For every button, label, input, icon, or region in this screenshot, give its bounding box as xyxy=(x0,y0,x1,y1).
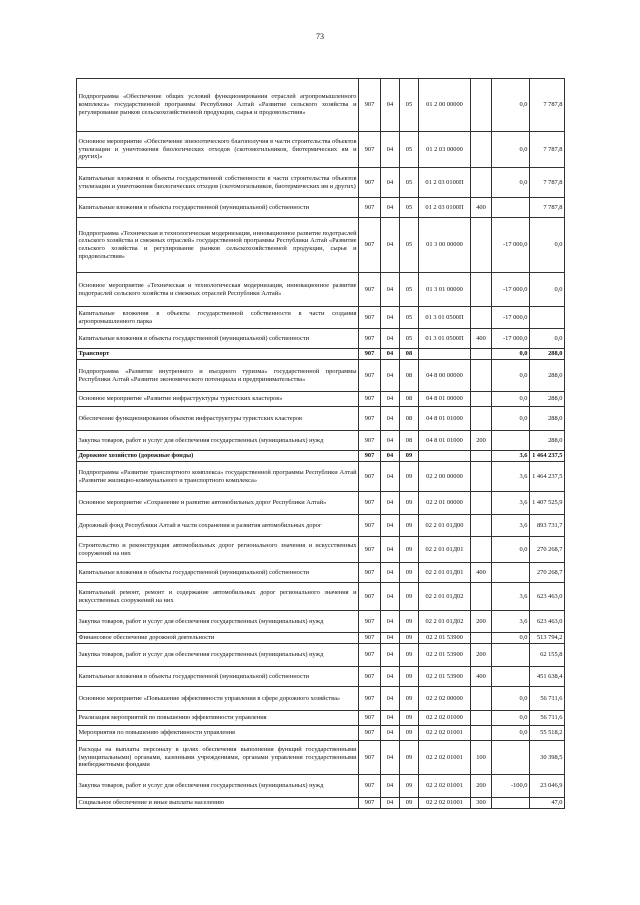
amount-change xyxy=(492,431,530,451)
subsection-code: 09 xyxy=(400,515,419,537)
grbs-code: 907 xyxy=(359,515,381,537)
section-code: 04 xyxy=(381,667,400,687)
expense-type-code: 400 xyxy=(471,329,492,349)
section-code: 04 xyxy=(381,741,400,775)
target-article-code: 01 3 01 00000 xyxy=(419,273,471,307)
row-name: Закупка товаров, работ и услуг для обеспечения государственных (муниципальных) нужд xyxy=(77,775,359,798)
expense-type-code: 400 xyxy=(471,667,492,687)
target-article-code xyxy=(419,349,471,360)
amount-change: 3,6 xyxy=(492,583,530,611)
amount-total: 893 731,7 xyxy=(530,515,565,537)
row-name: Капитальные вложения в объекты государственной собственности в части строительства объектов утилизации и уничтожения биологических отходов (скотомогильников, биотермических ям и других) xyxy=(77,168,359,198)
grbs-code: 907 xyxy=(359,711,381,726)
section-code: 04 xyxy=(381,198,400,218)
row-name: Подпрограмма «Техническая и технологическая модернизация, инновационное развитие подотраслей сельского хозяйства и смежных отраслей» государственной программы Республики Алтай «Развитие сельского хозяйства и регулирование рынков сельскохозяйственной продукции, сырья и продовольствия» xyxy=(77,218,359,273)
target-article-code: 02 2 01 53900 xyxy=(419,667,471,687)
grbs-code: 907 xyxy=(359,667,381,687)
section-code: 04 xyxy=(381,726,400,741)
grbs-code: 907 xyxy=(359,798,381,809)
table-row xyxy=(77,611,565,633)
expense-type-code xyxy=(471,168,492,198)
section-code: 04 xyxy=(381,168,400,198)
target-article-code: 04 8 01 01000 xyxy=(419,407,471,431)
page-number: 73 xyxy=(316,32,324,41)
expense-type-code xyxy=(471,687,492,711)
target-article-code: 02 2 01 01Д00 xyxy=(419,515,471,537)
expense-type-code xyxy=(471,492,492,515)
amount-total: 0,0 xyxy=(530,273,565,307)
subsection-code: 09 xyxy=(400,583,419,611)
target-article-code: 04 8 01 00000 xyxy=(419,392,471,407)
grbs-code: 907 xyxy=(359,431,381,451)
grbs-code: 907 xyxy=(359,349,381,360)
section-code: 04 xyxy=(381,633,400,644)
subsection-code: 09 xyxy=(400,451,419,462)
row-name: Подпрограмма «Обеспечение общих условий функционирования отраслей агропромышленного комплекса» государственной программы Республики Алтай «Развитие сельского хозяйства и регулирование рынков сельскохозяйственной продукции, сырья и продовольствия» xyxy=(77,79,359,132)
amount-total: 7 787,8 xyxy=(530,132,565,168)
grbs-code: 907 xyxy=(359,633,381,644)
expense-type-code: 200 xyxy=(471,775,492,798)
row-name: Закупка товаров, работ и услуг для обеспечения государственных (муниципальных) нужд xyxy=(77,644,359,667)
target-article-code: 02 2 02 01001 xyxy=(419,726,471,741)
amount-change: 0,0 xyxy=(492,407,530,431)
target-article-code: 02 2 02 00000 xyxy=(419,687,471,711)
expense-type-code xyxy=(471,515,492,537)
subsection-code: 09 xyxy=(400,726,419,741)
amount-total: 0,0 xyxy=(530,329,565,349)
amount-change xyxy=(492,198,530,218)
amount-total: 1 407 525,9 xyxy=(530,492,565,515)
table-row xyxy=(77,711,565,726)
subsection-code: 09 xyxy=(400,492,419,515)
subsection-code: 09 xyxy=(400,644,419,667)
subsection-code: 09 xyxy=(400,711,419,726)
target-article-code: 01 3 00 00000 xyxy=(419,218,471,273)
row-name: Основное мероприятие «Техническая и технологическая модернизация, инновационное развитие подотраслей сельского хозяйства и смежных отраслей Республики Алтай» xyxy=(77,273,359,307)
table-row xyxy=(77,515,565,537)
grbs-code: 907 xyxy=(359,168,381,198)
table-row xyxy=(77,644,565,667)
target-article-code: 01 2 03 0100П xyxy=(419,198,471,218)
section-code: 04 xyxy=(381,431,400,451)
grbs-code: 907 xyxy=(359,132,381,168)
amount-change: 3,6 xyxy=(492,492,530,515)
row-name: Подпрограмма «Развитие внутреннего и въездного туризма» государственной программы Республики Алтай «Развитие экономического потенциала и предпринимательства» xyxy=(77,360,359,392)
section-code: 04 xyxy=(381,687,400,711)
amount-total: 55 518,2 xyxy=(530,726,565,741)
section-code: 04 xyxy=(381,218,400,273)
table-row xyxy=(77,168,565,198)
table-row xyxy=(77,360,565,392)
section-code: 04 xyxy=(381,644,400,667)
amount-change: 0,0 xyxy=(492,392,530,407)
subsection-code: 08 xyxy=(400,392,419,407)
table-row xyxy=(77,273,565,307)
expense-type-code: 300 xyxy=(471,798,492,809)
grbs-code: 907 xyxy=(359,329,381,349)
amount-change: -17 000,0 xyxy=(492,218,530,273)
subsection-code: 09 xyxy=(400,687,419,711)
amount-total: 47,0 xyxy=(530,798,565,809)
amount-total: 62 155,8 xyxy=(530,644,565,667)
subsection-code: 08 xyxy=(400,360,419,392)
subsection-code: 05 xyxy=(400,198,419,218)
subsection-code: 08 xyxy=(400,431,419,451)
subsection-code: 09 xyxy=(400,775,419,798)
table-row xyxy=(77,726,565,741)
row-name: Основное мероприятие «Повышение эффективности управления в сфере дорожного хозяйства» xyxy=(77,687,359,711)
amount-total: 623 463,0 xyxy=(530,583,565,611)
row-name: Капитальные вложения в объекты государственной собственности в части создания агропромышленного парка xyxy=(77,307,359,329)
target-article-code: 02 2 02 01000 xyxy=(419,711,471,726)
section-code: 04 xyxy=(381,451,400,462)
subsection-code: 05 xyxy=(400,307,419,329)
amount-change: 0,0 xyxy=(492,79,530,132)
amount-total: 288,0 xyxy=(530,349,565,360)
budget-table xyxy=(76,78,565,809)
section-code: 04 xyxy=(381,462,400,492)
target-article-code xyxy=(419,451,471,462)
expense-type-code xyxy=(471,360,492,392)
table-row xyxy=(77,741,565,775)
section-code: 04 xyxy=(381,611,400,633)
section-code: 04 xyxy=(381,273,400,307)
amount-change: 0,0 xyxy=(492,168,530,198)
row-name: Капитальный ремонт, ремонт и содержание автомобильных дорог регионального значения и искусственных сооружений на них xyxy=(77,583,359,611)
row-name: Строительство и реконструкция автомобильных дорог регионального значения и искусственных сооружений на них xyxy=(77,537,359,563)
row-name: Закупка товаров, работ и услуг для обеспечения государственных (муниципальных) нужд xyxy=(77,611,359,633)
expense-type-code xyxy=(471,307,492,329)
expense-type-code xyxy=(471,537,492,563)
amount-change xyxy=(492,563,530,583)
amount-total: 0,0 xyxy=(530,218,565,273)
amount-total: 56 711,6 xyxy=(530,687,565,711)
row-name: Капитальные вложения в объекты государственной (муниципальной) собственности xyxy=(77,563,359,583)
target-article-code: 02 2 01 53900 xyxy=(419,644,471,667)
amount-change: 0,0 xyxy=(492,537,530,563)
expense-type-code xyxy=(471,451,492,462)
table-row xyxy=(77,667,565,687)
expense-type-code xyxy=(471,392,492,407)
row-name: Обеспечение функционирования объектов инфраструктуры туристских кластеров xyxy=(77,407,359,431)
grbs-code: 907 xyxy=(359,462,381,492)
table-row xyxy=(77,798,565,809)
subsection-code: 05 xyxy=(400,218,419,273)
expense-type-code xyxy=(471,462,492,492)
amount-total: 270 268,7 xyxy=(530,563,565,583)
amount-total: 30 398,5 xyxy=(530,741,565,775)
subsection-code: 05 xyxy=(400,79,419,132)
amount-change xyxy=(492,741,530,775)
amount-total: 288,0 xyxy=(530,360,565,392)
grbs-code: 907 xyxy=(359,273,381,307)
expense-type-code xyxy=(471,218,492,273)
subsection-code: 09 xyxy=(400,741,419,775)
amount-change: 0,0 xyxy=(492,726,530,741)
amount-total: 288,0 xyxy=(530,407,565,431)
subsection-code: 09 xyxy=(400,667,419,687)
row-name: Дорожное хозяйство (дорожные фонды) xyxy=(77,451,359,462)
subsection-code: 05 xyxy=(400,168,419,198)
subsection-code: 05 xyxy=(400,132,419,168)
expense-type-code: 200 xyxy=(471,611,492,633)
amount-total: 513 794,2 xyxy=(530,633,565,644)
expense-type-code xyxy=(471,79,492,132)
amount-total: 623 463,0 xyxy=(530,611,565,633)
subsection-code: 09 xyxy=(400,462,419,492)
section-code: 04 xyxy=(381,515,400,537)
section-code: 04 xyxy=(381,392,400,407)
subsection-code: 09 xyxy=(400,633,419,644)
subsection-code: 08 xyxy=(400,349,419,360)
grbs-code: 907 xyxy=(359,198,381,218)
amount-total: 7 787,8 xyxy=(530,79,565,132)
amount-change: 3,6 xyxy=(492,462,530,492)
row-name: Реализация мероприятий по повышению эффективности управления xyxy=(77,711,359,726)
target-article-code: 02 2 02 01001 xyxy=(419,741,471,775)
amount-change: -100,0 xyxy=(492,775,530,798)
amount-total: 270 268,7 xyxy=(530,537,565,563)
target-article-code: 04 8 00 00000 xyxy=(419,360,471,392)
expense-type-code: 400 xyxy=(471,563,492,583)
grbs-code: 907 xyxy=(359,307,381,329)
amount-change: 3,6 xyxy=(492,451,530,462)
table-row xyxy=(77,583,565,611)
amount-change: 0,0 xyxy=(492,711,530,726)
expense-type-code xyxy=(471,726,492,741)
target-article-code: 01 2 00 00000 xyxy=(419,79,471,132)
section-code: 04 xyxy=(381,492,400,515)
section-code: 04 xyxy=(381,583,400,611)
amount-total: 23 046,9 xyxy=(530,775,565,798)
subsection-code: 08 xyxy=(400,407,419,431)
amount-change: 0,0 xyxy=(492,633,530,644)
amount-change xyxy=(492,798,530,809)
grbs-code: 907 xyxy=(359,563,381,583)
target-article-code: 01 3 01 0500П xyxy=(419,329,471,349)
amount-change: 0,0 xyxy=(492,132,530,168)
row-name: Финансовое обеспечение дорожной деятельности xyxy=(77,633,359,644)
table-row xyxy=(77,687,565,711)
target-article-code: 02 2 00 00000 xyxy=(419,462,471,492)
subsection-code: 05 xyxy=(400,273,419,307)
amount-total: 288,0 xyxy=(530,431,565,451)
section-code: 04 xyxy=(381,132,400,168)
grbs-code: 907 xyxy=(359,741,381,775)
grbs-code: 907 xyxy=(359,644,381,667)
grbs-code: 907 xyxy=(359,218,381,273)
row-name: Основное мероприятие «Сохранение и развитие автомобильных дорог Республики Алтай» xyxy=(77,492,359,515)
row-name: Капитальные вложения в объекты государственной (муниципальной) собственности xyxy=(77,329,359,349)
amount-change xyxy=(492,667,530,687)
row-name: Капитальные вложения в объекты государственной (муниципальной) собственности xyxy=(77,198,359,218)
grbs-code: 907 xyxy=(359,583,381,611)
amount-change: 0,0 xyxy=(492,349,530,360)
table-row xyxy=(77,307,565,329)
row-name: Мероприятия по повышению эффективности управления xyxy=(77,726,359,741)
section-code: 04 xyxy=(381,407,400,431)
row-name: Транспорт xyxy=(77,349,359,360)
amount-change: 3,6 xyxy=(492,515,530,537)
section-code: 04 xyxy=(381,537,400,563)
amount-total: 1 464 237,5 xyxy=(530,451,565,462)
row-name: Дорожный фонд Республики Алтай в части сохранения и развития автомобильных дорог xyxy=(77,515,359,537)
expense-type-code xyxy=(471,633,492,644)
expense-type-code xyxy=(471,132,492,168)
target-article-code: 02 2 01 01Д01 xyxy=(419,563,471,583)
amount-change: 0,0 xyxy=(492,360,530,392)
row-name: Капитальные вложения в объекты государственной (муниципальной) собственности xyxy=(77,667,359,687)
table-row xyxy=(77,492,565,515)
amount-change: 3,6 xyxy=(492,611,530,633)
expense-type-code xyxy=(471,711,492,726)
target-article-code: 02 2 01 01Д01 xyxy=(419,537,471,563)
table-row xyxy=(77,329,565,349)
subsection-code: 09 xyxy=(400,537,419,563)
budget-table-body xyxy=(77,79,565,809)
expense-type-code xyxy=(471,349,492,360)
expense-type-code: 400 xyxy=(471,198,492,218)
section-code: 04 xyxy=(381,360,400,392)
table-row xyxy=(77,218,565,273)
target-article-code: 02 2 01 01Д02 xyxy=(419,583,471,611)
section-code: 04 xyxy=(381,307,400,329)
amount-total: 1 464 237,5 xyxy=(530,462,565,492)
amount-total: 56 711,6 xyxy=(530,711,565,726)
target-article-code: 01 2 03 00000 xyxy=(419,132,471,168)
amount-change: -17 000,0 xyxy=(492,329,530,349)
table-row xyxy=(77,431,565,451)
table-row xyxy=(77,633,565,644)
table-row xyxy=(77,198,565,218)
amount-total: 7 787,8 xyxy=(530,198,565,218)
grbs-code: 907 xyxy=(359,492,381,515)
grbs-code: 907 xyxy=(359,687,381,711)
grbs-code: 907 xyxy=(359,726,381,741)
section-code: 04 xyxy=(381,349,400,360)
table-row xyxy=(77,132,565,168)
target-article-code: 01 2 03 0100П xyxy=(419,168,471,198)
grbs-code: 907 xyxy=(359,392,381,407)
amount-total: 7 787,8 xyxy=(530,168,565,198)
table-row xyxy=(77,79,565,132)
row-name: Социальное обеспечение и иные выплаты населению xyxy=(77,798,359,809)
grbs-code: 907 xyxy=(359,407,381,431)
target-article-code: 04 8 01 01000 xyxy=(419,431,471,451)
amount-total: 451 638,4 xyxy=(530,667,565,687)
section-code: 04 xyxy=(381,711,400,726)
table-row xyxy=(77,775,565,798)
target-article-code: 02 2 02 01001 xyxy=(419,775,471,798)
target-article-code: 01 3 01 0500П xyxy=(419,307,471,329)
amount-total: 288,0 xyxy=(530,392,565,407)
grbs-code: 907 xyxy=(359,611,381,633)
table-row xyxy=(77,407,565,431)
row-name: Подпрограмма «Развитие транспортного комплекса» государственной программы Республики Алтай «Развитие жилищно-коммунального и транспортного комплекса» xyxy=(77,462,359,492)
expense-type-code: 200 xyxy=(471,644,492,667)
target-article-code: 02 2 01 01Д02 xyxy=(419,611,471,633)
grbs-code: 907 xyxy=(359,537,381,563)
amount-change: -17 000,0 xyxy=(492,273,530,307)
table-row xyxy=(77,392,565,407)
target-article-code: 02 2 01 53900 xyxy=(419,633,471,644)
expense-type-code xyxy=(471,273,492,307)
target-article-code: 02 2 02 01001 xyxy=(419,798,471,809)
table-row xyxy=(77,349,565,360)
grbs-code: 907 xyxy=(359,451,381,462)
subsection-code: 09 xyxy=(400,563,419,583)
amount-change xyxy=(492,644,530,667)
table-row xyxy=(77,537,565,563)
expense-type-code xyxy=(471,583,492,611)
section-code: 04 xyxy=(381,563,400,583)
row-name: Расходы на выплаты персоналу в целях обеспечения выполнения функций государственными (муниципальными) органами, казенными учреждениями, органами управления государственными внебюджетными фондами xyxy=(77,741,359,775)
subsection-code: 09 xyxy=(400,798,419,809)
table-row xyxy=(77,563,565,583)
section-code: 04 xyxy=(381,775,400,798)
grbs-code: 907 xyxy=(359,79,381,132)
expense-type-code xyxy=(471,407,492,431)
amount-change: 0,0 xyxy=(492,687,530,711)
section-code: 04 xyxy=(381,798,400,809)
subsection-code: 05 xyxy=(400,329,419,349)
row-name: Закупка товаров, работ и услуг для обеспечения государственных (муниципальных) нужд xyxy=(77,431,359,451)
grbs-code: 907 xyxy=(359,775,381,798)
section-code: 04 xyxy=(381,329,400,349)
amount-total xyxy=(530,307,565,329)
row-name: Основное мероприятие «Развитие инфраструктуры туристских кластеров» xyxy=(77,392,359,407)
target-article-code: 02 2 01 00000 xyxy=(419,492,471,515)
row-name: Основное мероприятие «Обеспечение эпизоотического благополучия в части строительства объектов утилизации и уничтожения биологических отходов (скотомогильников, биотермических ям и других)» xyxy=(77,132,359,168)
grbs-code: 907 xyxy=(359,360,381,392)
expense-type-code: 200 xyxy=(471,431,492,451)
amount-change: -17 000,0 xyxy=(492,307,530,329)
subsection-code: 09 xyxy=(400,611,419,633)
expense-type-code: 100 xyxy=(471,741,492,775)
section-code: 04 xyxy=(381,79,400,132)
table-row xyxy=(77,462,565,492)
table-row xyxy=(77,451,565,462)
